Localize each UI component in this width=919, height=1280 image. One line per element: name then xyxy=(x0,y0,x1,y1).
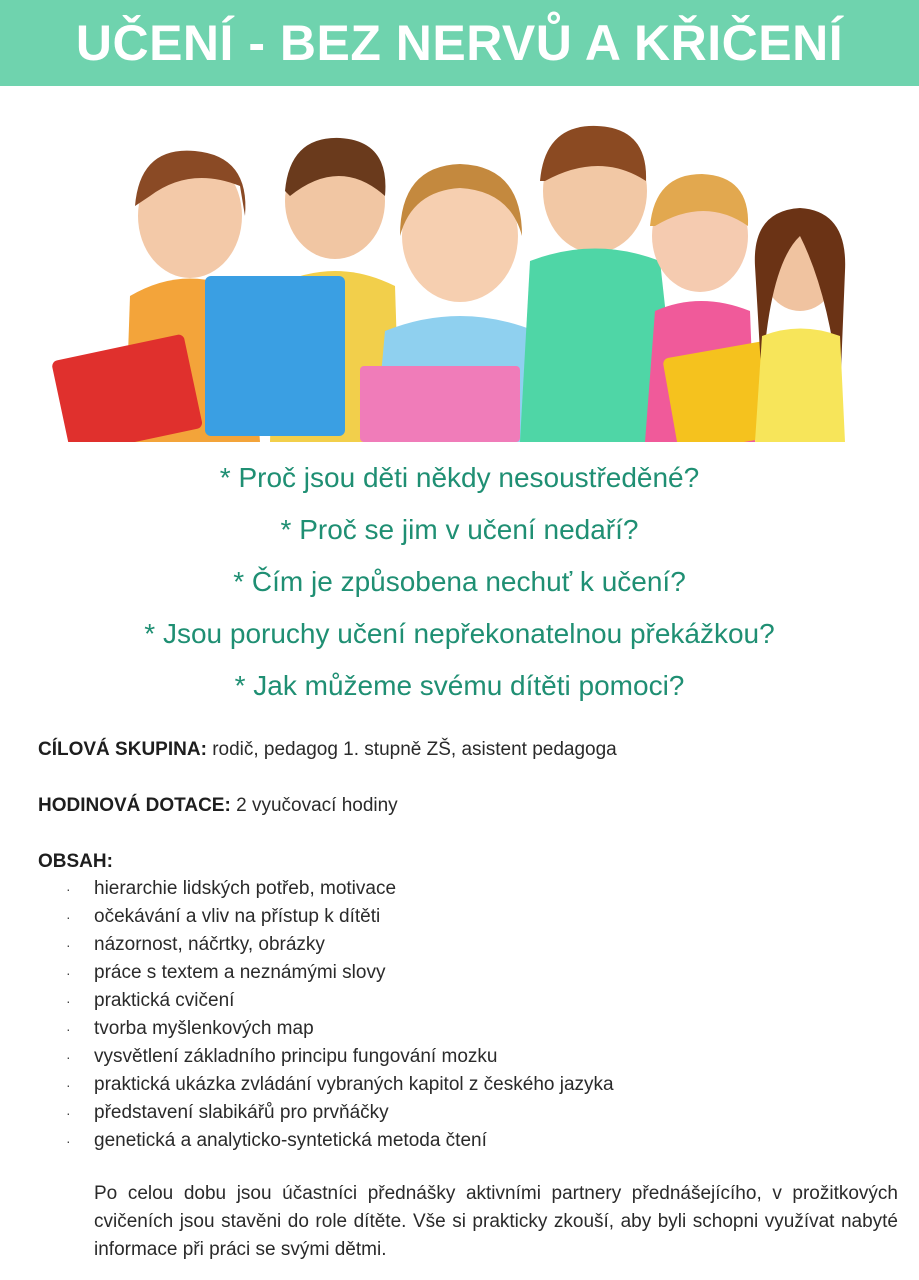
list-item: · vysvětlení základního principu fungování mozku xyxy=(38,1043,898,1071)
list-item: · očekávání a vliv na přístup k dítěti xyxy=(38,903,898,931)
target-group-label: CÍLOVÁ SKUPINA: xyxy=(38,739,207,760)
list-item: · hierarchie lidských potřeb, motivace xyxy=(38,875,898,903)
list-item: · tvorba myšlenkových map xyxy=(38,1015,898,1043)
question-4: * Jsou poruchy učení nepřekonatelnou překážkou? xyxy=(144,618,775,649)
list-item: · práce s textem a neznámými slovy xyxy=(38,959,898,987)
list-item: · praktická cvičení xyxy=(38,987,898,1015)
target-group xyxy=(38,736,898,763)
list-item: · genetická a analyticko-syntetická metoda čtení xyxy=(38,1127,898,1155)
bullet-icon: · xyxy=(66,909,71,925)
closing-paragraph: Po celou dobu jsou účastníci přednášky aktivními partnery přednášejícího, v prožitkových cvičeních jsou stavěni do role dítěte. Vše si prakticky zkouší, aby byli schopni využívat nabyté informace při práci se svými dětmi. xyxy=(94,1183,898,1260)
course-info xyxy=(38,736,898,1155)
bullet-icon: · xyxy=(66,881,71,897)
target-group-value: rodič, pedagog 1. stupně ZŠ, asistent pedagoga xyxy=(212,739,617,760)
child-6 xyxy=(755,208,845,442)
bullet-icon: · xyxy=(66,1077,71,1093)
header-banner xyxy=(0,0,919,86)
bullet-icon: · xyxy=(66,1105,71,1121)
content-label: OBSAH: xyxy=(38,851,113,872)
questions-list xyxy=(0,452,919,712)
hours-value: 2 vyučovací hodiny xyxy=(236,795,398,816)
content-list xyxy=(38,875,898,1155)
bullet-icon: · xyxy=(66,1049,71,1065)
bullet-icon: · xyxy=(66,965,71,981)
question-1: * Proč jsou děti někdy nesoustředěné? xyxy=(219,462,700,493)
page-title: UČENÍ - BEZ NERVŮ A KŘIČENÍ xyxy=(75,15,844,71)
hours xyxy=(38,792,898,819)
list-item: · představení slabikářů pro prvňáčky xyxy=(38,1099,898,1127)
children-photo xyxy=(40,96,880,442)
bullet-icon: · xyxy=(66,937,71,953)
list-item: · názornost, náčrtky, obrázky xyxy=(38,931,898,959)
bullet-icon: · xyxy=(66,993,71,1009)
bullet-icon: · xyxy=(66,1021,71,1037)
content-heading xyxy=(38,848,898,875)
question-3: * Čím je způsobena nechuť k učení? xyxy=(233,566,686,597)
hours-label: HODINOVÁ DOTACE: xyxy=(38,795,231,816)
list-item: · praktická ukázka zvládání vybraných kapitol z českého jazyka xyxy=(38,1071,898,1099)
question-5: * Jak můžeme svému dítěti pomoci? xyxy=(234,670,685,701)
bullet-icon: · xyxy=(66,1133,71,1149)
question-2: * Proč se jim v učení nedaří? xyxy=(280,514,639,545)
